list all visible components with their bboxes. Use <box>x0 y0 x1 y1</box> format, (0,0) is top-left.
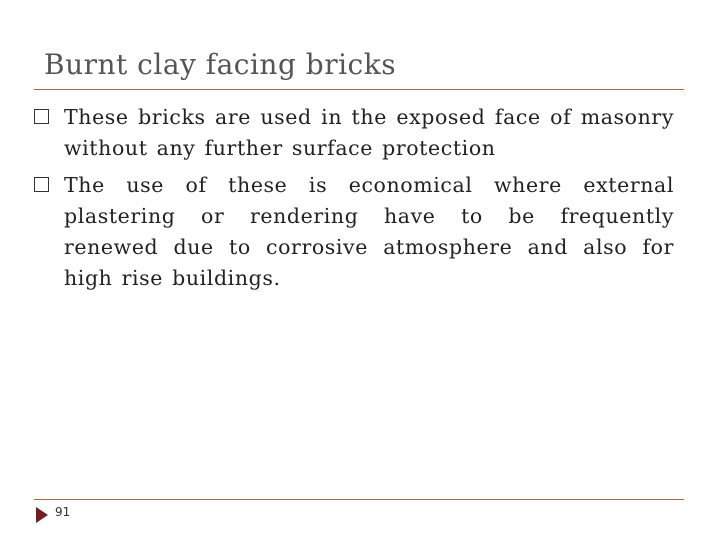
checkbox-icon <box>34 177 49 192</box>
footer-divider <box>34 499 684 500</box>
triangle-arrow-icon <box>36 507 48 523</box>
bullet-text: These bricks are used in the exposed face of masonry without any further surface protection <box>64 105 674 160</box>
title-divider <box>34 89 684 90</box>
checkbox-icon <box>34 109 49 124</box>
bullet-item <box>34 170 674 294</box>
bullet-text: The use of these is economical where external plastering or rendering have to be frequently renewed due to corrosive atmosphere and also for high rise buildings. <box>64 173 674 290</box>
slide-title: Burnt clay facing bricks <box>44 48 397 81</box>
bullet-list <box>34 102 674 294</box>
bullet-item <box>34 102 674 164</box>
page-number: 91 <box>55 505 71 519</box>
